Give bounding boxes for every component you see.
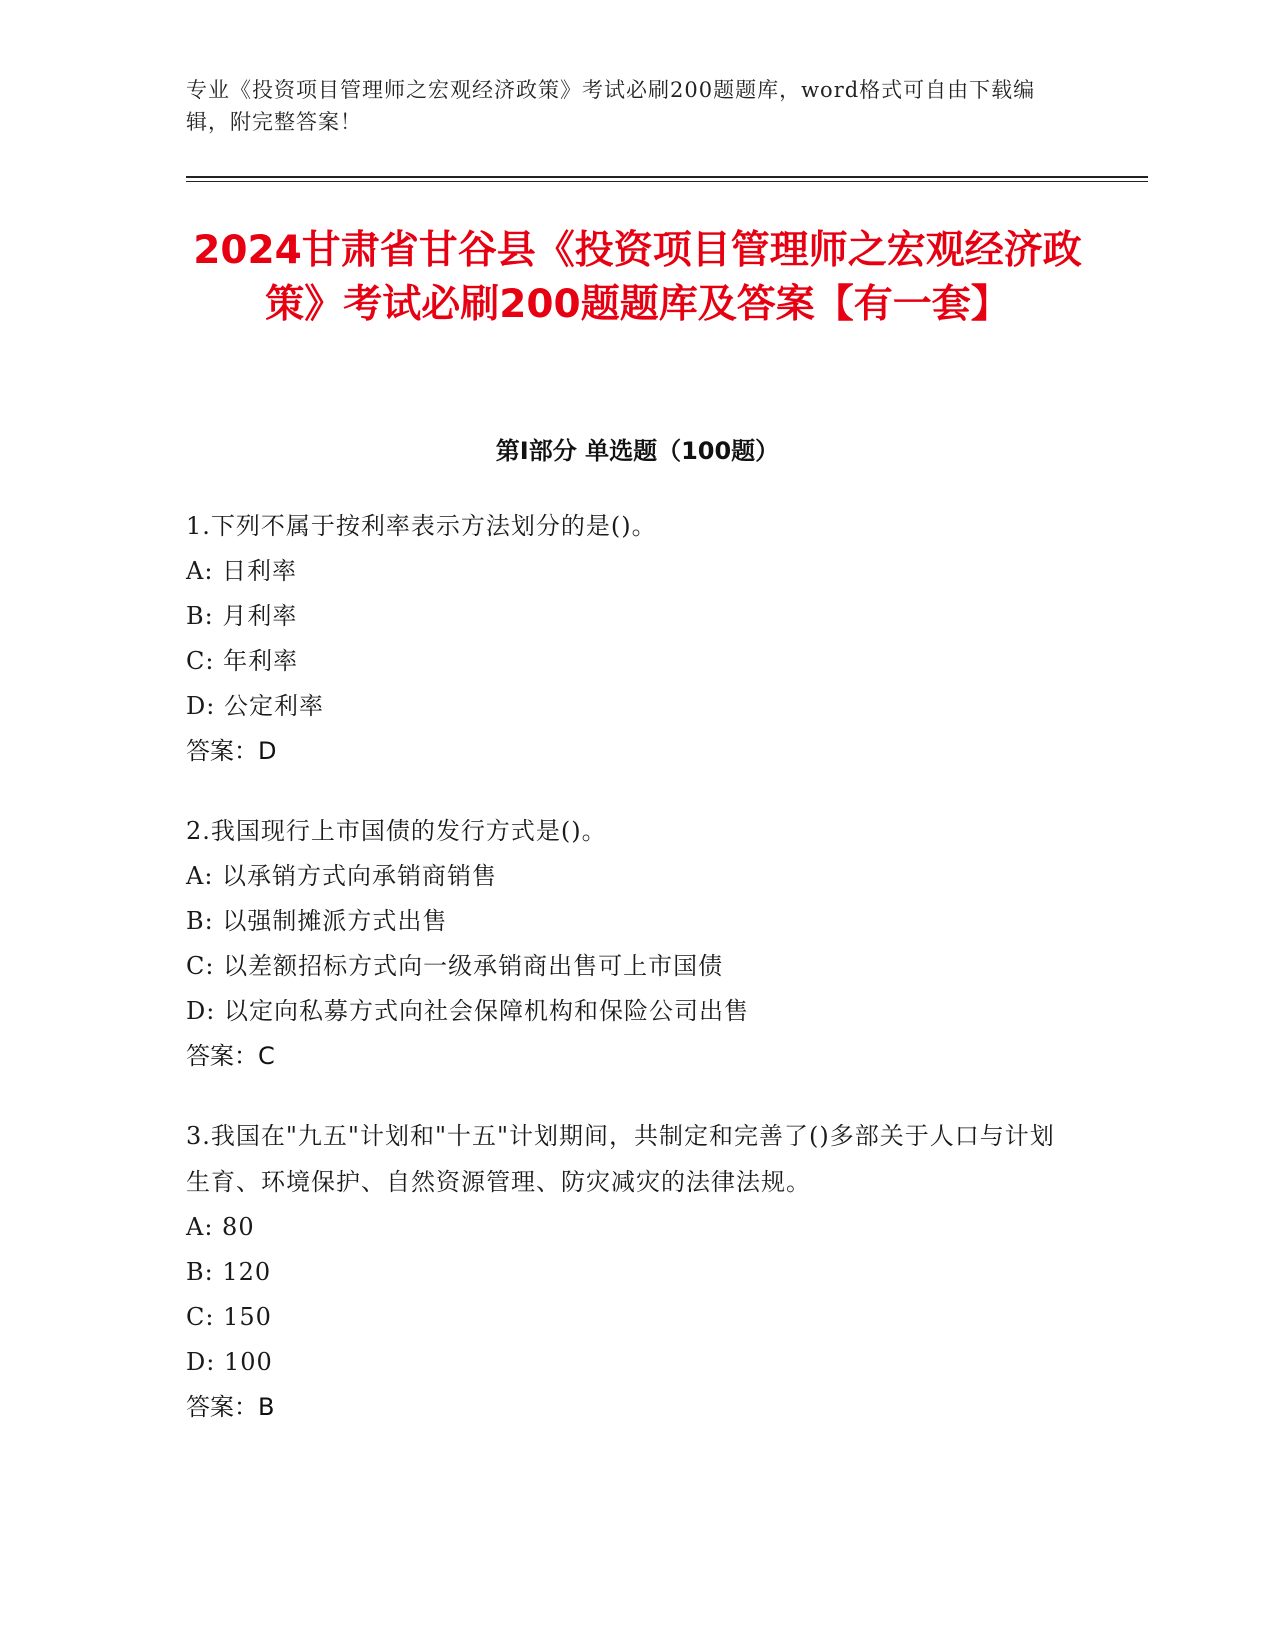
header-note: 专业《投资项目管理师之宏观经济政策》考试必刷200题题库，word格式可自由下载编辑，附完整答案！ (186, 78, 1036, 134)
answer: 答案：C (186, 1042, 275, 1070)
option-d: D: 以定向私募方式向社会保障机构和保险公司出售 (186, 997, 749, 1025)
option-a: A: 日利率 (186, 557, 298, 585)
option-a: A: 以承销方式向承销商销售 (186, 862, 498, 890)
question-2 (186, 808, 1066, 1079)
question-stem: 3.我国在"九五"计划和"十五"计划期间，共制定和完善了()多部关于人口与计划生育、环境保护、自然资源管理、防灾减灾的法律法规。 (186, 1122, 1055, 1196)
option-d: D: 公定利率 (186, 692, 324, 720)
option-b: B: 120 (186, 1258, 272, 1286)
option-c: C: 以差额招标方式向一级承销商出售可上市国债 (186, 952, 724, 980)
option-c: C: 150 (186, 1303, 272, 1331)
question-stem: 1.下列不属于按利率表示方法划分的是()。 (186, 512, 657, 540)
option-b: B: 月利率 (186, 602, 298, 630)
question-1 (186, 503, 1066, 774)
option-b: B: 以强制摊派方式出售 (186, 907, 448, 935)
header-divider-thin (186, 181, 1148, 182)
option-c: C: 年利率 (186, 647, 299, 675)
document-title: 2024甘肃省甘谷县《投资项目管理师之宏观经济政策》考试必刷200题题库及答案【有一套】 (193, 228, 1082, 327)
question-3 (186, 1113, 1066, 1430)
answer: 答案：D (186, 737, 277, 765)
header-divider-thick (186, 176, 1148, 178)
option-a: A: 80 (186, 1213, 255, 1241)
section-title: 第Ⅰ部分 单选题（100题） (495, 437, 780, 465)
question-stem: 2.我国现行上市国债的发行方式是()。 (186, 817, 607, 845)
answer: 答案：B (186, 1393, 275, 1421)
option-d: D: 100 (186, 1348, 273, 1376)
